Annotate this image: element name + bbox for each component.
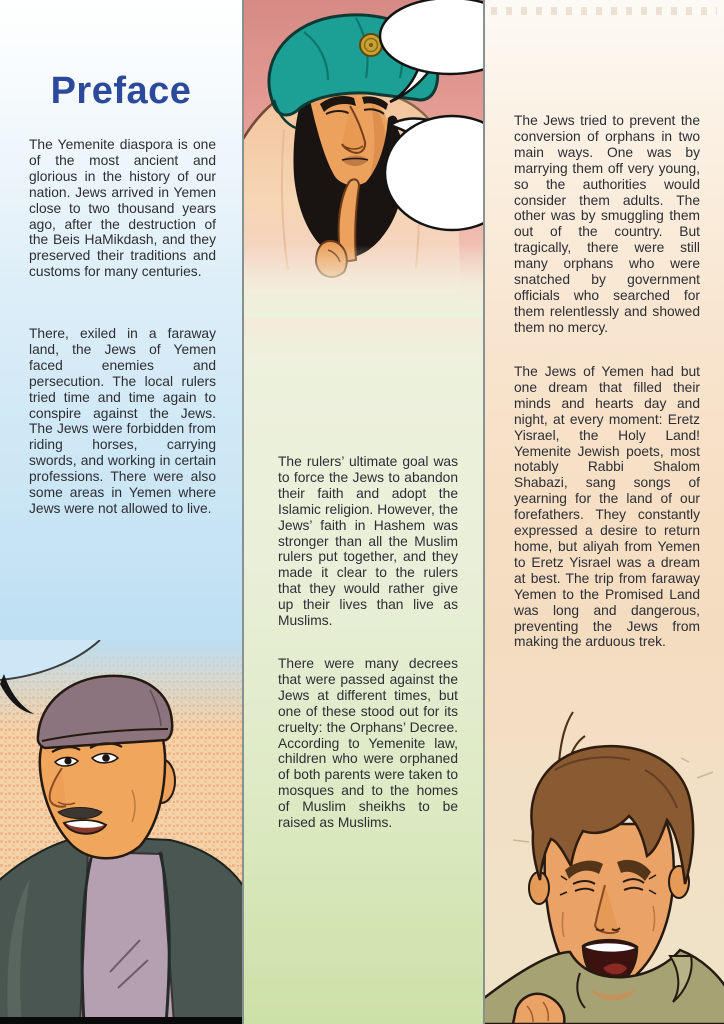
middle-column [244,0,483,1024]
crying-man-illustration [485,700,724,1024]
column-divider [242,0,244,1024]
column-divider [483,0,485,1024]
crying-man-head [529,746,693,986]
paragraph-preventing-conversion: The Jews tried to prevent the conversion of orphans in two main ways. One was by marrying them off very young, so the authorities would consider them adults. The other was by smuggling them out of the country. But tragically, there were still many orphans who were snatched by government officials who searched for them relentlessly and showed them no mercy. [514,113,700,335]
paragraph-orphans-decree: There were many decrees that were passed against the Jews at different times, but one of these stood out for its cruelty: the Orphans’ Decree. According to Yemenite law, children who were orphaned of both parents were taken to mosques and to the homes of Muslim sheikhs to be raised as Muslims. [278,656,458,831]
turban-medallion [360,34,382,56]
right-column [485,0,724,1024]
paragraph-yemenite-diaspora: The Yemenite diaspora is one of the most ancient and glorious in the history of our nation. Jews arrived in Yemen close to two thousand years ago, after the destruction of the Beis HaMikdash, and they preserved their traditions and customs for many centuries. [29,137,216,280]
left-column [0,0,242,1024]
ruler-illustration [244,0,483,318]
paragraph-rulers-goal: The rulers’ ultimate goal was to force the Jews to abandon their faith and adopt the Islamic religion. However, the Jews’ faith in Hashem was stronger than all the Muslim rulers put together, and they made it clear to the rulers that they would rather give up their lives than live as Muslims. [278,454,458,629]
man-shirt [80,852,174,1024]
paragraph-dream-of-eretz-yisrael: The Jews of Yemen had but one dream that filled their minds and hearts day and night, at every moment: Eretz Yisrael, the Holy Land! Yemenite Jewish poets, most notably Rabbi Shalom Shabazi, sang songs of yearning for the land of our forefathers. They constantly expressed a desire to return home, but aliyah from Yemen to Eretz Yisrael was a dream at best. The trip from faraway Yemen to the Promised Land was long and dangerous, preventing the Jews from making the arduous trek. [514,364,700,650]
page-title: Preface [50,70,192,112]
paragraph-exile-persecution: There, exiled in a faraway land, the Jews of Yemen faced enemies and persecution. The local rulers tried time and time again to conspire against the Jews. The Jews were forbidden from riding horses, carrying swords, and working in certain professions. There were also some areas in Yemen where Jews were not allowed to live. [29,326,216,516]
panel-bottom-edge [0,1017,242,1024]
dotted-texture-row [491,7,717,15]
yemenite-man-illustration [0,640,242,1024]
man-body [0,836,242,1024]
